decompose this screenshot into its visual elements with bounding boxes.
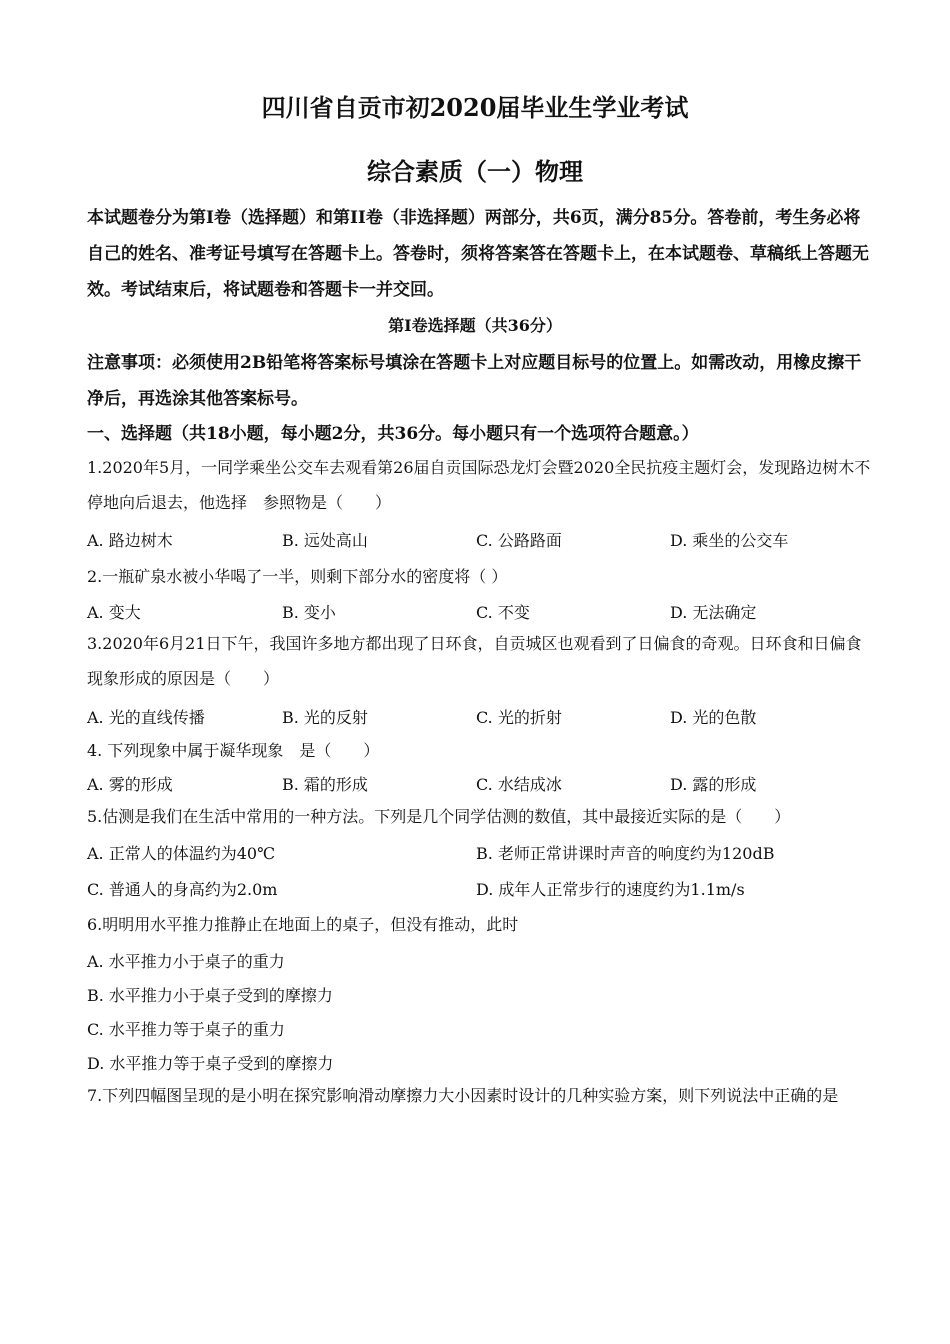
- option-6c[interactable]: C. 水平推力等于桌子的重力: [87, 1020, 285, 1039]
- option-3b[interactable]: B. 光的反射: [282, 708, 368, 727]
- option-3d[interactable]: D. 光的色散: [670, 708, 757, 727]
- question-options-4: [87, 772, 877, 800]
- option-2c[interactable]: C. 不变: [476, 603, 530, 622]
- option-4a[interactable]: A. 雾的形成: [87, 775, 173, 794]
- option-6b[interactable]: B. 水平推力小于桌子受到的摩擦力: [87, 986, 333, 1005]
- option-4b[interactable]: B. 霜的形成: [282, 775, 368, 794]
- question-stem-5: 5.估测是我们在生活中常用的一种方法。下列是几个同学估测的数值，其中最接近实际的是（ ）: [87, 807, 791, 826]
- option-4d[interactable]: D. 露的形成: [670, 775, 757, 794]
- option-3a[interactable]: A. 光的直线传播: [87, 708, 205, 727]
- question-stem-3: 3.2020年6月21日下午，我国许多地方都出现了日环食，自贡城区也观看到了日偏食的奇观。日环食和日偏食现象形成的原因是（ ）: [87, 634, 862, 688]
- exam-subtitle: 综合素质（一）物理: [367, 157, 583, 186]
- option-6a[interactable]: A. 水平推力小于桌子的重力: [87, 952, 285, 971]
- question-stem-7: 7.下列四幅图呈现的是小明在探究影响滑动摩擦力大小因素时设计的几种实验方案，则下列说法中正确的是: [87, 1086, 839, 1105]
- notice: 注意事项：必须使用2B铅笔将答案标号填涂在答题卡上对应题目标号的位置上。如需改动，用橡皮擦干净后，再选涂其他答案标号。: [87, 353, 862, 409]
- option-2b[interactable]: B. 变小: [282, 603, 336, 622]
- option-3c[interactable]: C. 光的折射: [476, 708, 562, 727]
- question-options-5-row2: [87, 877, 877, 905]
- option-5d[interactable]: D. 成年人正常步行的速度约为1.1m/s: [476, 880, 745, 899]
- option-1c[interactable]: C. 公路路面: [476, 531, 562, 550]
- part-header: 一、选择题（共18小题，每小题2分，共36分。每小题只有一个选项符合题意。）: [87, 424, 699, 444]
- question-stem-4: 4. 下列现象中属于凝华现象 是（ ）: [87, 741, 380, 760]
- question-options-5-row1: [87, 841, 877, 869]
- option-2d[interactable]: D. 无法确定: [670, 603, 757, 622]
- question-stem-1: 1.2020年5月，一同学乘坐公交车去观看第26届自贡国际恐龙灯会暨2020全民抗疫主题灯会，发现路边树木不停地向后退去，他选择 参照物是（ ）: [87, 458, 871, 512]
- option-5c[interactable]: C. 普通人的身高约为2.0m: [87, 880, 278, 899]
- option-2a[interactable]: A. 变大: [87, 603, 141, 622]
- option-5b[interactable]: B. 老师正常讲课时声音的响度约为120dB: [476, 844, 775, 863]
- option-1d[interactable]: D. 乘坐的公交车: [670, 531, 789, 550]
- question-options-1: [87, 528, 877, 556]
- option-1b[interactable]: B. 远处高山: [282, 531, 368, 550]
- option-6d[interactable]: D. 水平推力等于桌子受到的摩擦力: [87, 1054, 334, 1073]
- section-title: 第I卷选择题（共36分）: [388, 316, 562, 335]
- exam-title: 四川省自贡市初2020届毕业生学业考试: [261, 93, 689, 122]
- option-4c[interactable]: C. 水结成冰: [476, 775, 562, 794]
- question-options-3: [87, 705, 877, 733]
- option-5a[interactable]: A. 正常人的体温约为40℃: [87, 844, 275, 863]
- question-stem-2: 2.一瓶矿泉水被小华喝了一半，则剩下部分水的密度将（ ）: [87, 567, 508, 586]
- question-stem-6: 6.明明用水平推力推静止在地面上的桌子，但没有推动，此时: [87, 915, 519, 934]
- question-options-2: [87, 600, 877, 628]
- option-1a[interactable]: A. 路边树木: [87, 531, 173, 550]
- exam-instructions: 本试题卷分为第I卷（选择题）和第II卷（非选择题）两部分，共6页，满分85分。答卷前，考生务必将自己的姓名、准考证号填写在答题卡上。答卷时，须将答案答在答题卡上，在本试题卷、草稿纸上答题无效。考试结束后，将试题卷和答题卡一并交回。: [87, 208, 869, 300]
